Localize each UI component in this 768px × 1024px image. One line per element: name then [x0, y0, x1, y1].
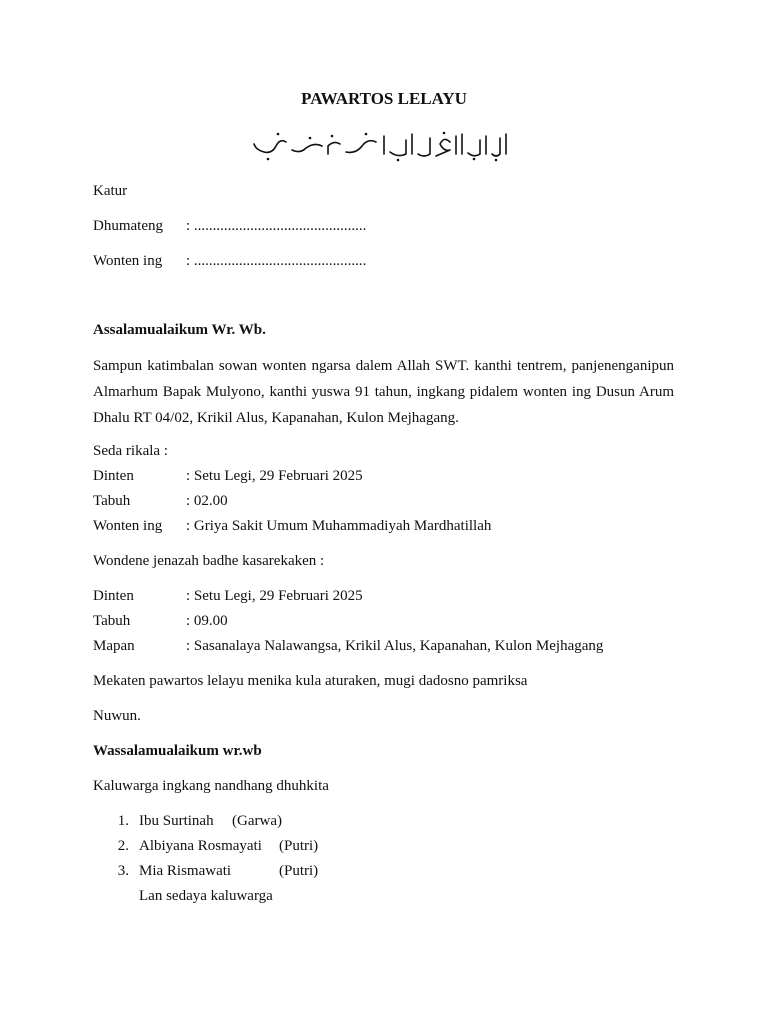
page-title: PAWARTOS LELAYU: [301, 89, 467, 108]
family-member-name: Mia Rismawati: [139, 863, 232, 879]
death-time-value: : 02.00: [186, 493, 228, 509]
burial-place-value: : Sasanalaya Nalawangsa, Krikil Alus, Kapanahan, Kulon Mejhagang: [186, 638, 604, 654]
burial-place-label: Mapan: [93, 638, 135, 654]
announcement-paragraph: Sampun katimbalan sowan wonten ngarsa dalem Allah SWT. kanthi tentrem, panjenenganipun Almarhum Bapak Mulyono, kanthi yuswa 91 tahun, ingkang pidalem wonten ing Dusun Arum Dhalu RT 04/02, Krikil Alus, Kapanahan, Kulon Mejhagang.: [93, 358, 674, 426]
family-member-role: (Garwa): [232, 813, 282, 829]
death-place-label: Wonten ing: [93, 518, 163, 534]
family-member-role: (Putri): [279, 863, 319, 879]
family-member-role: (Putri): [279, 838, 319, 854]
burial-time-label: Tabuh: [93, 613, 131, 629]
list-item-number: 2.: [117, 838, 129, 854]
list-item-number: 3.: [117, 863, 129, 879]
death-intro: Seda rikala :: [93, 443, 168, 459]
family-member-name: Ibu Surtinah: [139, 813, 214, 829]
burial-day-value: : Setu Legi, 29 Februari 2025: [186, 588, 363, 604]
burial-time-value: : 09.00: [186, 613, 228, 629]
death-day-value: : Setu Legi, 29 Februari 2025: [186, 468, 363, 484]
closing-greeting: Wassalamualaikum wr.wb: [93, 743, 262, 759]
family-member-name: Albiyana Rosmayati: [139, 838, 262, 854]
location-label: Wonten ing: [93, 253, 163, 269]
closing-request: Mekaten pawartos lelayu menika kula aturaken, mugi dadosno pamriksa: [93, 673, 528, 689]
recipient-heading: Katur: [93, 183, 128, 199]
recipient-value: : ..............................................: [186, 218, 367, 234]
thanks-text: Nuwun.: [93, 708, 141, 724]
death-day-label: Dinten: [93, 468, 134, 484]
family-extra: Lan sedaya kaluwarga: [139, 888, 273, 904]
family-intro: Kaluwarga ingkang nandhang dhuhkita: [93, 778, 329, 794]
death-time-label: Tabuh: [93, 493, 131, 509]
death-place-value: : Griya Sakit Umum Muhammadiyah Mardhatillah: [186, 518, 492, 534]
arabic-calligraphy-image: [248, 128, 510, 164]
burial-intro: Wondene jenazah badhe kasarekaken :: [93, 553, 325, 569]
list-item-number: 1.: [117, 813, 129, 829]
recipient-label: Dhumateng: [93, 218, 163, 234]
burial-day-label: Dinten: [93, 588, 134, 604]
opening-greeting: Assalamualaikum Wr. Wb.: [93, 322, 266, 338]
location-value: : ..............................................: [186, 253, 367, 269]
